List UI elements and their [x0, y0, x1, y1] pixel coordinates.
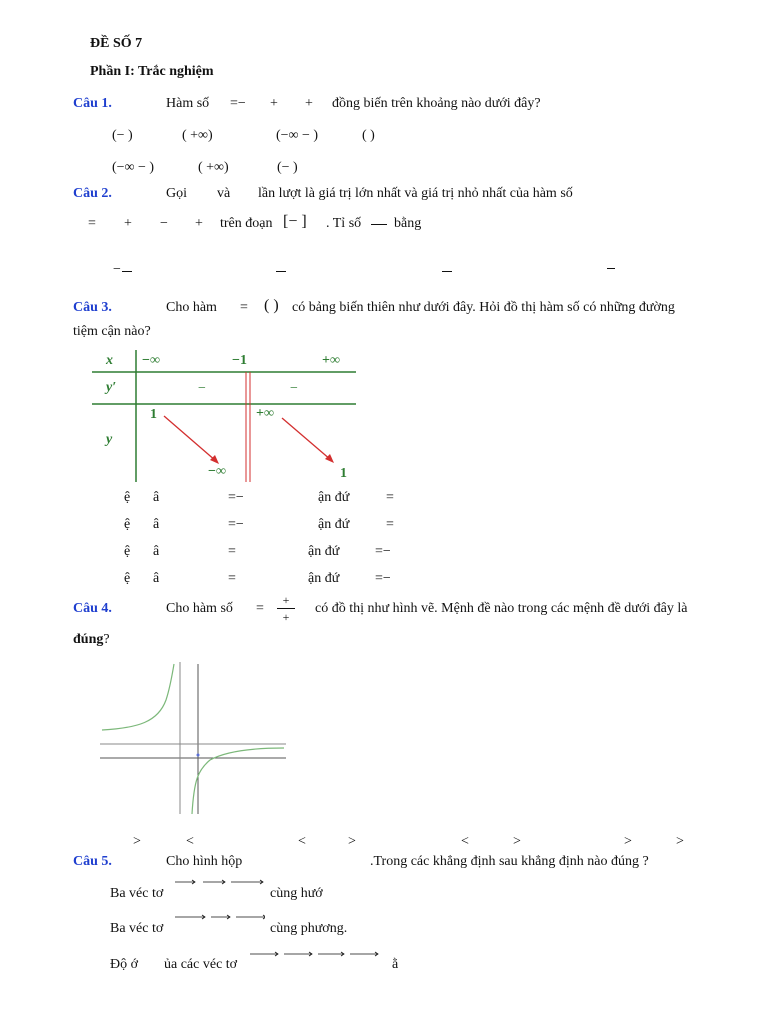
q3-stem-a: Cho hàm [166, 300, 217, 315]
q3-opt-c-2: â [153, 544, 160, 559]
q2-option-d-bar [607, 268, 615, 269]
origin-point [197, 754, 200, 757]
variation-table-lines [92, 350, 356, 482]
q1-option-f: ( +∞) [198, 160, 229, 175]
q4-frac-bar [277, 608, 295, 609]
q4-frac-eq: = [256, 601, 264, 616]
decrease-arrow-1 [164, 416, 216, 461]
q3-opt-d-3: = [228, 571, 236, 586]
q3-opt-d-2: â [153, 571, 160, 586]
q5-option-c-tail: ằ [392, 957, 399, 972]
q4-option-b-sign2: > [348, 834, 356, 849]
q1-eq3: + [305, 96, 313, 111]
q2-plus2: + [195, 216, 203, 231]
q3-opt-c-3: = [228, 544, 236, 559]
table-x-pos-inf: +∞ [322, 353, 340, 368]
q4-line2-bold: đúng [73, 632, 104, 647]
q5-option-c-text1: Độ ớ [110, 957, 139, 972]
table-y-pos-inf: +∞ [256, 406, 274, 421]
q4-hyperbola-graph [98, 660, 288, 816]
q3-label: Câu 3. [73, 300, 112, 315]
table-yprime-sign-1: − [198, 381, 206, 396]
hyperbola-left-branch [102, 664, 174, 730]
q4-option-a-sign2: < [186, 834, 194, 849]
q2-option-b-bar [276, 271, 286, 272]
q4-option-a-sign1: > [133, 834, 141, 849]
q3-opt-d-4: ận đứ [308, 571, 340, 586]
table-y-start: 1 [150, 407, 157, 422]
q3-stem-eq: = [240, 300, 248, 315]
q5-stem-b: .Trong các khẳng định sau khẳng định nào đúng ? [370, 854, 649, 869]
q3-opt-a-3: =− [228, 490, 244, 505]
q4-line2 [73, 632, 110, 648]
q4-fraction [275, 594, 297, 624]
q4-frac-den: + [282, 610, 290, 624]
q3-opt-c-5: =− [375, 544, 391, 559]
q5-option-c-vectors [250, 951, 380, 957]
q4-option-c-sign1: < [461, 834, 469, 849]
q5-option-b-text: Ba véc tơ [110, 921, 164, 936]
q3-opt-b-3: =− [228, 517, 244, 532]
q5-option-a-tail: cùng hướ [270, 886, 323, 901]
q3-opt-d-1: ệ [124, 571, 131, 586]
q3-opt-a-2: â [153, 490, 160, 505]
decrease-arrow-2 [282, 418, 331, 460]
q5-option-b-tail: cùng phương. [270, 921, 348, 936]
q4-option-d-sign2: > [676, 834, 684, 849]
table-x-label: x [106, 353, 113, 368]
q2-label: Câu 2. [73, 186, 112, 201]
q1-option-d: ( ) [362, 128, 375, 143]
q4-stem-b: có đồ thị như hình vẽ. Mệnh đề nào trong các mệnh đề dưới đây là [315, 601, 688, 616]
table-yprime-label: y′ [106, 380, 117, 395]
q4-stem-a: Cho hàm số [166, 601, 233, 616]
q2-eq: = [88, 216, 96, 231]
q2-stem-a: Gọi [166, 186, 187, 201]
q4-line2-end: ? [103, 632, 110, 647]
q2-option-c-bar [442, 271, 452, 272]
q5-option-a-vectors [175, 879, 265, 885]
q3-opt-b-2: â [153, 517, 160, 532]
q4-option-c-sign2: > [513, 834, 521, 849]
q4-option-b-sign1: < [298, 834, 306, 849]
q3-opt-d-5: =− [375, 571, 391, 586]
q2-minus: − [160, 216, 168, 231]
variation-table [92, 350, 356, 482]
q1-option-b: ( +∞) [182, 128, 213, 143]
q1-label: Câu 1. [73, 96, 112, 111]
q2-option-a-bar [122, 271, 132, 272]
q2-plus1: + [124, 216, 132, 231]
q1-stem-tail: đồng biến trên khoảng nào dưới đây? [332, 96, 541, 111]
q2-tail: trên đoạn [220, 216, 273, 231]
q4-label: Câu 4. [73, 601, 112, 616]
q1-stem: Hàm số [166, 96, 210, 111]
q2-end: bằng [394, 216, 422, 231]
q3-stem-paren: ( ) [264, 297, 279, 314]
table-x-neg-inf: −∞ [142, 353, 160, 368]
q2-ratio-text: . Tỉ số [326, 216, 362, 231]
q3-opt-a-5: = [386, 490, 394, 505]
table-x-neg-one: −1 [232, 353, 247, 368]
q1-option-a: (− ) [112, 128, 133, 143]
q3-stem-b: có bảng biến thiên như dưới đây. Hỏi đồ thị hàm số có những đường [292, 300, 675, 315]
q5-option-b-vectors [175, 914, 265, 920]
q5-option-c-text2: ủa các véc tơ [164, 957, 238, 972]
q3-stem-line2: tiệm cận nào? [73, 324, 151, 339]
q2-option-a-sign: − [113, 262, 121, 277]
q2-interval: [− ] [283, 213, 307, 230]
q1-eq1: =− [230, 96, 246, 111]
table-y-neg-inf: −∞ [208, 464, 226, 479]
exam-title: ĐỀ SỐ 7 [90, 36, 143, 51]
q3-opt-b-5: = [386, 517, 394, 532]
q4-option-d-sign1: > [624, 834, 632, 849]
q3-opt-b-1: ệ [124, 517, 131, 532]
q3-opt-a-1: ệ [124, 490, 131, 505]
q2-stem-b: và [217, 186, 231, 201]
q3-opt-c-1: ệ [124, 544, 131, 559]
q5-stem-a: Cho hình hộp [166, 854, 243, 869]
q2-stem-c: lần lượt là giá trị lớn nhất và giá trị nhỏ nhất của hàm số [258, 186, 573, 201]
q1-option-c: (−∞ − ) [276, 128, 319, 143]
section-title: Phần I: Trắc nghiệm [90, 64, 214, 79]
q1-option-e: (−∞ − ) [112, 160, 155, 175]
q3-opt-c-4: ận đứ [308, 544, 340, 559]
q3-opt-b-4: ận đứ [318, 517, 350, 532]
table-yprime-sign-2: − [290, 381, 298, 396]
table-y-label: y [106, 432, 113, 447]
table-y-end: 1 [340, 466, 347, 481]
q5-option-a-text: Ba véc tơ [110, 886, 164, 901]
q4-frac-num: + [282, 593, 290, 607]
q5-label: Câu 5. [73, 854, 112, 869]
q1-option-g: (− ) [277, 160, 298, 175]
q1-eq2: + [270, 96, 278, 111]
q3-opt-a-4: ận đứ [318, 490, 350, 505]
q4-graph-svg [98, 660, 288, 816]
q2-ratio-bar [371, 224, 387, 225]
